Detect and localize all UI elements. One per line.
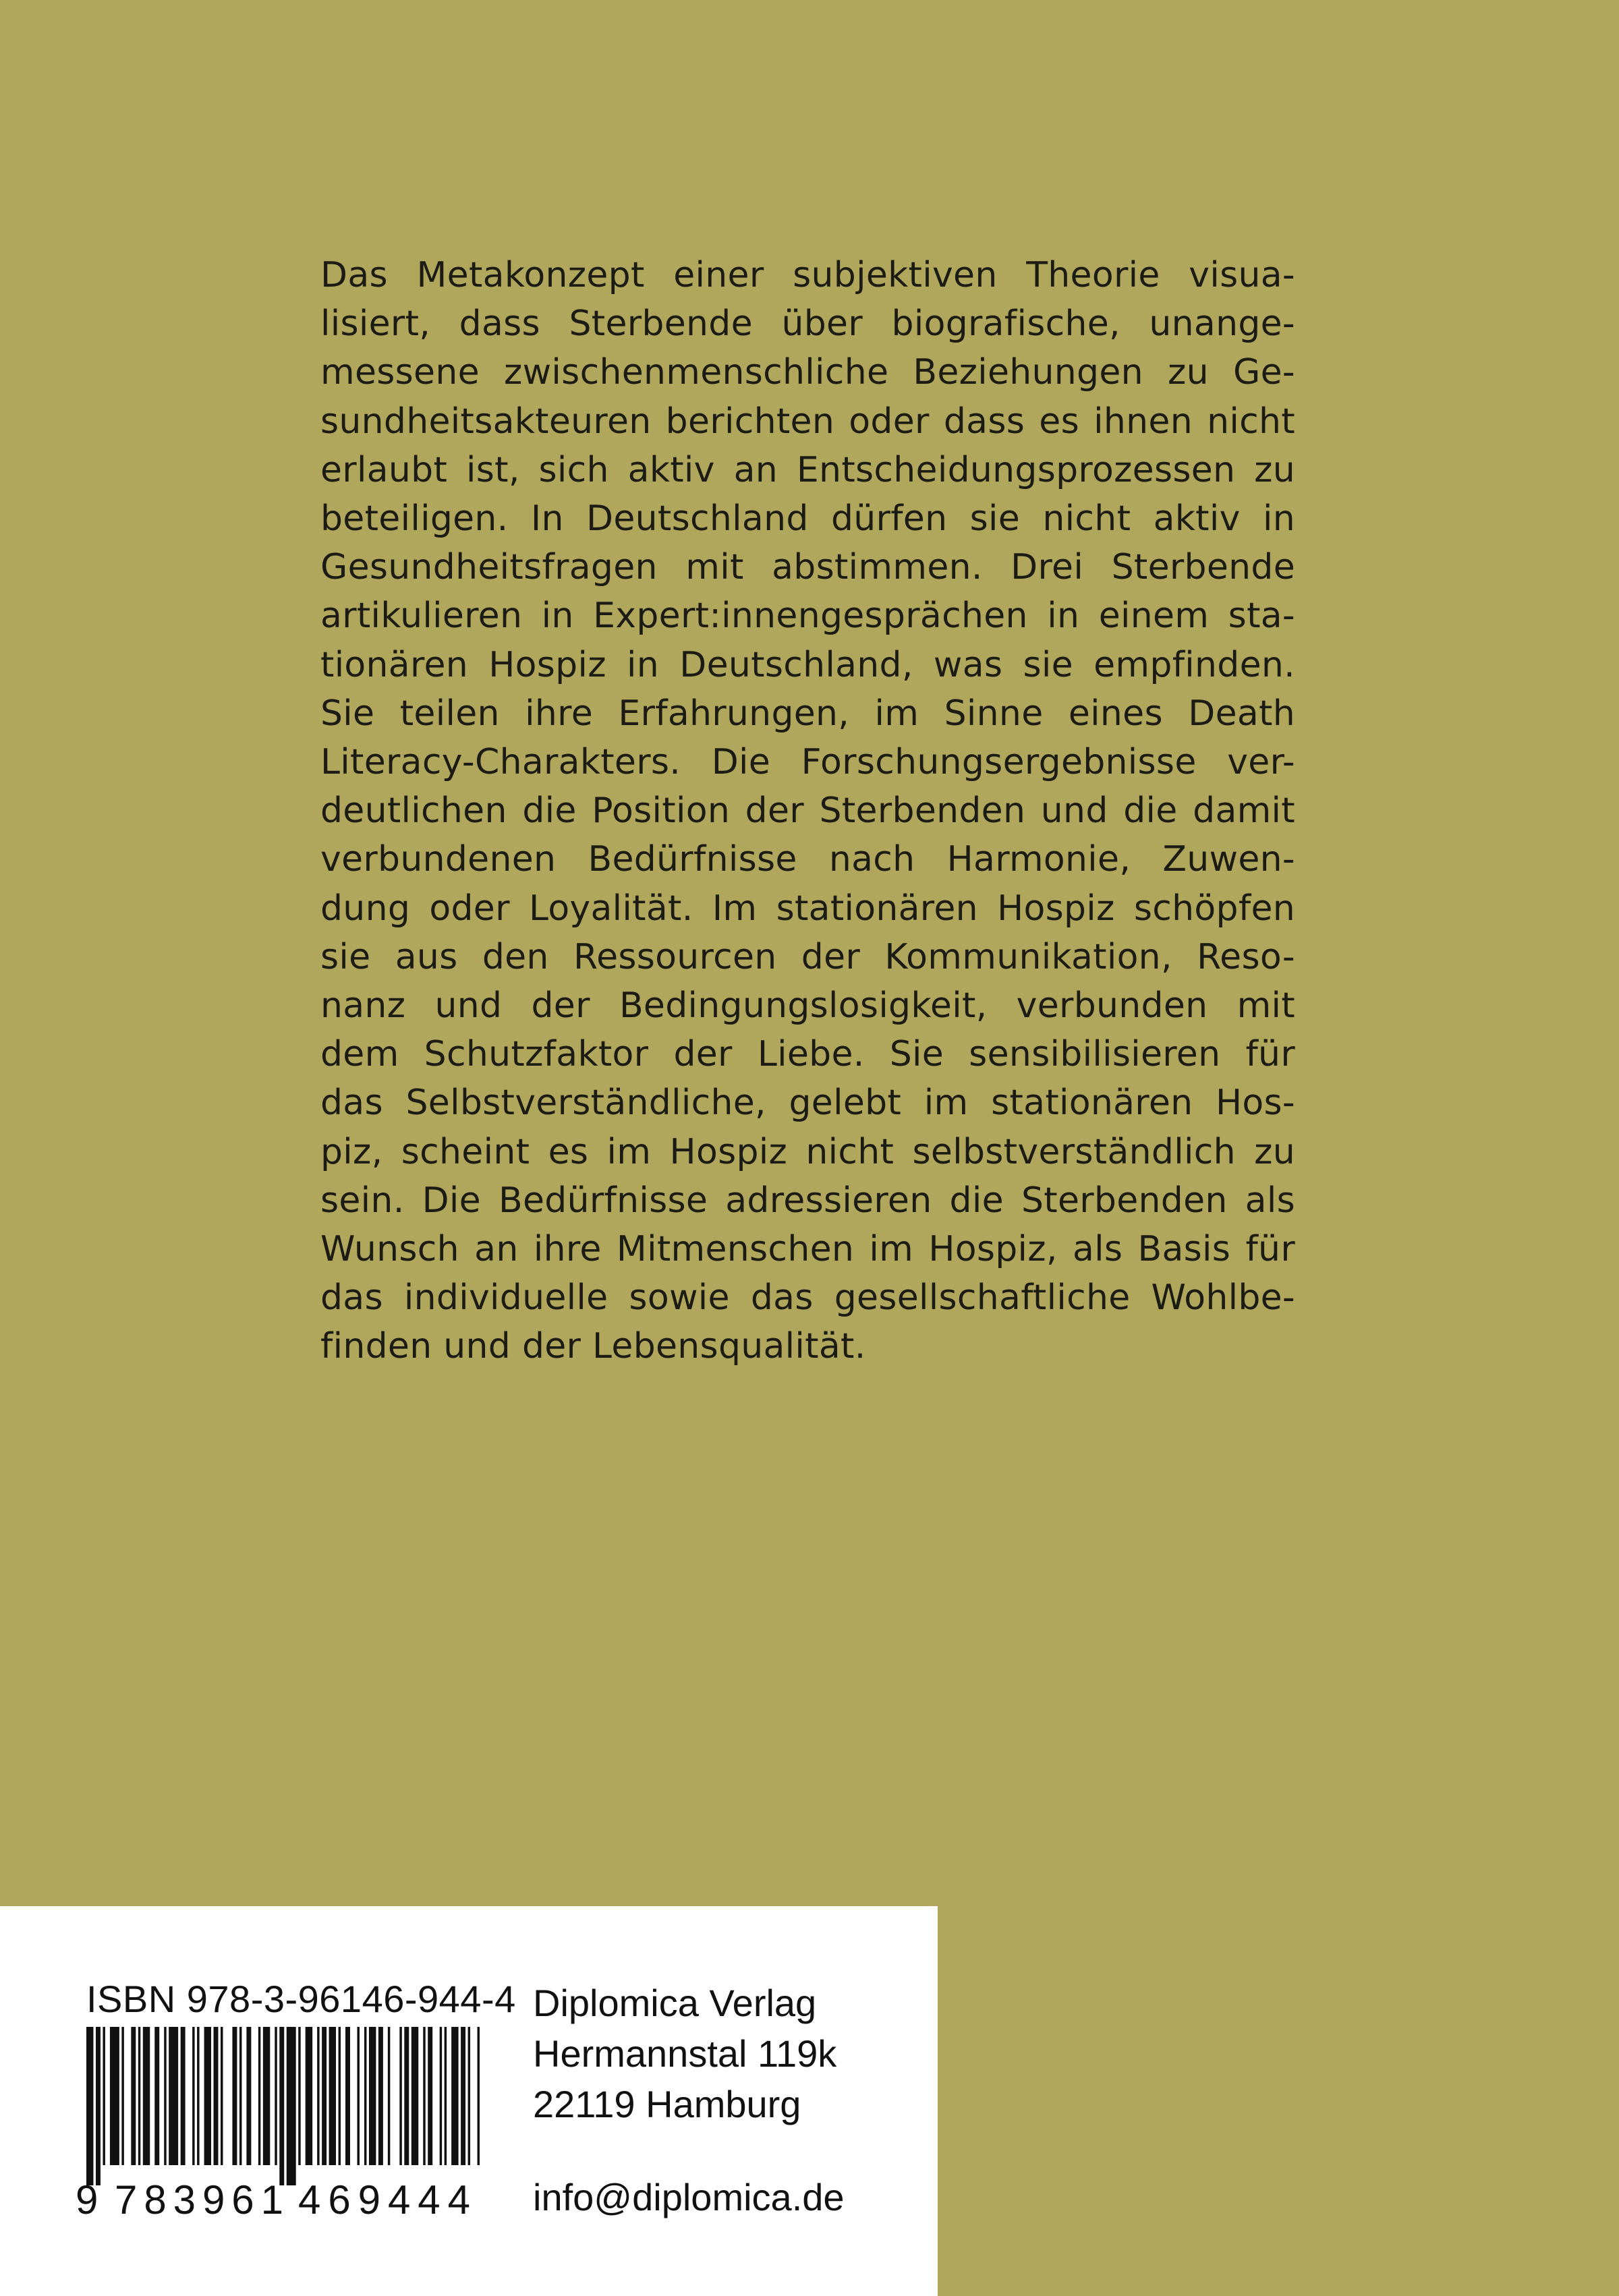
barcode-bar <box>287 2027 296 2185</box>
barcode-bar <box>131 2027 136 2165</box>
blurb-line: erlaubt ist, sich aktiv an Entscheidungsprozessen zu <box>320 449 1295 490</box>
barcode-bar <box>364 2027 366 2165</box>
barcode-bar <box>204 2027 211 2165</box>
barcode-bar <box>423 2027 425 2165</box>
barcode-bar <box>468 2027 470 2165</box>
barcode-bar <box>369 2027 376 2165</box>
barcode-bar <box>404 2027 409 2165</box>
barcode-bar <box>214 2027 219 2165</box>
barcode-bar <box>298 2027 300 2165</box>
barcode-icon <box>86 2027 484 2185</box>
publisher-street: Hermannstal 119k <box>533 2032 837 2075</box>
barcode-bar <box>197 2027 199 2165</box>
barcode-digit-first: 9 <box>76 2177 98 2222</box>
barcode-bar <box>378 2027 383 2165</box>
barcode-bar <box>399 2027 401 2165</box>
barcode-bar <box>121 2027 123 2165</box>
barcode-bar <box>428 2027 432 2165</box>
barcode-bar <box>221 2027 223 2165</box>
barcode-bar <box>169 2027 178 2165</box>
barcode-bar <box>110 2027 119 2165</box>
blurb-line: Wunsch an ihre Mitmenschen im Hospiz, als Basis für <box>320 1229 1295 1270</box>
isbn-label: ISBN 978-3-96146-944-4 <box>86 1978 516 2020</box>
barcode-bar <box>96 2027 101 2185</box>
barcode-bar <box>317 2027 319 2165</box>
barcode-bar <box>181 2027 186 2165</box>
blurb-line: tionären Hospiz in Deutschland, was sie empfinden. <box>320 644 1295 685</box>
blurb-line: sein. Die Bedürfnisse adressieren die Sterbenden als <box>320 1180 1295 1221</box>
blurb-line: artikulieren in Expert:innengesprächen in einem sta- <box>320 596 1295 637</box>
blurb-line: deutlichen die Position der Sterbenden und die damit <box>320 791 1295 832</box>
publisher-name: Diplomica Verlag <box>533 1982 817 2024</box>
barcode-bar <box>164 2027 166 2165</box>
barcode-bar <box>258 2027 260 2165</box>
barcode-bar <box>103 2027 105 2165</box>
blurb-line: sie aus den Ressourcen der Kommunikation, Reso- <box>320 936 1295 977</box>
blurb-line: messene zwischenmenschliche Beziehungen zu Ge- <box>320 352 1295 393</box>
blurb-line: Literacy-Charakters. Die Forschungsergebnisse ver- <box>320 742 1295 783</box>
barcode-bar <box>445 2027 447 2165</box>
blurb-line: piz, scheint es im Hospiz nicht selbstverständlich zu <box>320 1131 1295 1172</box>
barcode-bar <box>411 2027 418 2165</box>
blurb-line: beteiligen. In Deutschland dürfen sie nicht aktiv in <box>320 498 1295 540</box>
barcode-bar <box>322 2027 326 2165</box>
blurb-text <box>320 251 1295 1371</box>
blurb-line: das individuelle sowie das gesellschaftliche Wohlbe- <box>320 1278 1295 1319</box>
blurb-line: Sie teilen ihre Erfahrungen, im Sinne eines Death <box>320 693 1295 734</box>
blurb-line: nanz und der Bedingungslosigkeit, verbunden mit <box>320 985 1295 1027</box>
barcode-bar <box>143 2027 150 2165</box>
barcode-bar <box>246 2027 251 2165</box>
barcode-bar <box>154 2027 159 2165</box>
barcode-digits-left: 783961 <box>115 2177 283 2222</box>
blurb-line: verbundenen Bedürfnisse nach Harmonie, Zuwen- <box>320 839 1295 880</box>
barcode-digits <box>76 2172 487 2226</box>
barcode-bar <box>232 2027 237 2165</box>
barcode-bar <box>345 2027 350 2165</box>
publisher-city: 22119 Hamburg <box>533 2083 801 2125</box>
blurb-line: Gesundheitsfragen mit abstimmen. Drei Sterbende <box>320 547 1295 588</box>
barcode-bar <box>451 2027 458 2165</box>
publisher-email: info@diplomica.de <box>533 2176 845 2218</box>
barcode-bar <box>388 2027 390 2165</box>
blurb-line: dem Schutzfaktor der Liebe. Sie sensibilisieren für <box>320 1034 1295 1075</box>
barcode-bar <box>263 2027 270 2165</box>
barcode-bar <box>461 2027 465 2165</box>
blurb-line: Das Metakonzept einer subjektiven Theorie visua- <box>320 255 1295 295</box>
barcode-bar <box>440 2027 442 2165</box>
barcode-bar <box>275 2027 277 2165</box>
barcode-bar <box>329 2027 336 2165</box>
barcode-bar <box>138 2027 140 2165</box>
barcode-bar <box>306 2027 312 2165</box>
barcode-bar <box>357 2027 359 2165</box>
blurb-line: sundheitsakteuren berichten oder dass es ihnen nicht <box>320 401 1295 442</box>
barcode-digits-right: 469444 <box>298 2177 470 2222</box>
blurb-line: finden und der Lebensqualität. <box>320 1326 866 1367</box>
barcode-bar <box>478 2027 480 2165</box>
barcode-bar <box>279 2027 284 2185</box>
blurb-line: lisiert, dass Sterbende über biografische, unange- <box>320 304 1295 345</box>
barcode-bar <box>239 2027 242 2165</box>
barcode-bar <box>192 2027 194 2165</box>
barcode-bar <box>86 2027 93 2185</box>
publisher-address <box>533 1978 836 2129</box>
blurb-line: dung oder Loyalität. Im stationären Hospiz schöpfen <box>320 888 1295 929</box>
barcode-bar <box>339 2027 341 2165</box>
blurb-line: das Selbstverständliche, gelebt im stationären Hos- <box>320 1083 1295 1124</box>
